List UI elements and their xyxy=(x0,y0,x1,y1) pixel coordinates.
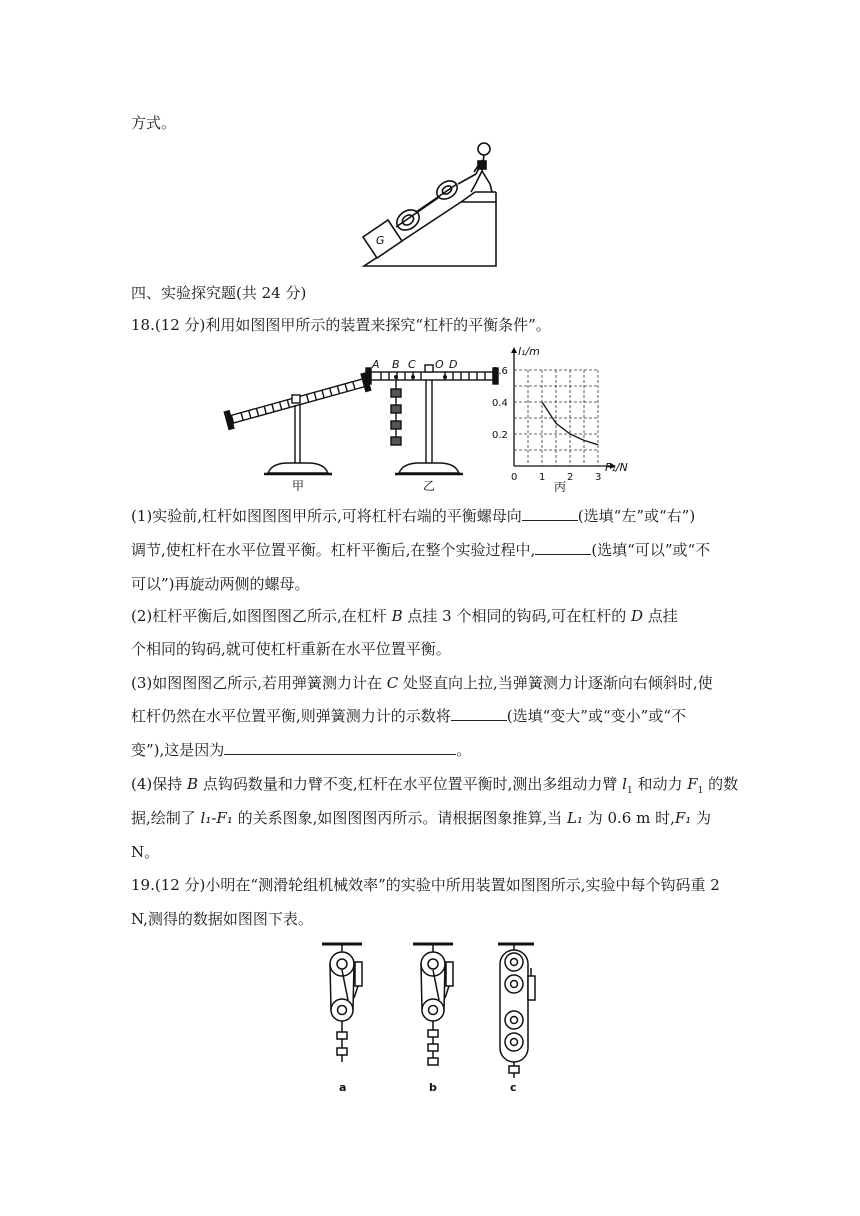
fig-label-yi: 乙 xyxy=(423,479,436,493)
q18-p3-line1: (3)如图图图乙所示,若用弹簧测力计在 C 处竖直向上拉,当弹簧测力计逐渐向右倾斜时,使 xyxy=(131,674,713,692)
q18-p1-line2: 调节,使杠杆在水平位置平衡。杠杆平衡后,在整个实验过程中, (选填“可以”或“不 xyxy=(131,541,711,559)
pulley-figures xyxy=(318,938,548,1098)
lever-point-D: D xyxy=(449,358,458,371)
x-tick-label: 3 xyxy=(595,472,602,483)
y-tick-label: 0.4 xyxy=(492,398,508,409)
lever-point-B: B xyxy=(392,358,400,371)
answer-blank[interactable] xyxy=(535,540,591,555)
section-title: 四、实验探究题(共 24 分) xyxy=(131,284,307,302)
q18-p1-line1: (1)实验前,杠杆如图图图甲所示,可将杠杆右端的平衡螺母向 (选填“左”或“右”) xyxy=(131,507,696,525)
lever-figure-jia xyxy=(228,355,378,495)
pulley-label-c: c xyxy=(510,1081,517,1094)
chart-xlabel: F₁/N xyxy=(605,461,628,474)
chart-ylabel: l₁/m xyxy=(518,345,540,358)
x-tick-label: 2 xyxy=(567,472,574,483)
pulley-label-a: a xyxy=(339,1081,347,1094)
chart-axes xyxy=(511,347,616,469)
x-tick-label: 0 xyxy=(511,472,518,483)
lever-point-O: O xyxy=(435,358,444,371)
fig-label-bing: 丙 xyxy=(554,480,567,494)
answer-blank[interactable] xyxy=(224,740,456,755)
lever-figure-yi xyxy=(363,355,503,495)
x-tick-label: 1 xyxy=(539,472,546,483)
pulley-label-b: b xyxy=(429,1081,437,1094)
answer-blank[interactable] xyxy=(451,706,507,721)
lever-point-A: A xyxy=(372,358,380,371)
q18-p4-line1: (4)保持 B 点钩码数量和力臂不变,杠杆在水平位置平衡时,测出多组动力臂 $l_1$ 和动力 $F_1$ 的数 xyxy=(131,775,739,796)
q18-p1-line3: 可以”)再旋动两侧的螺母。 xyxy=(131,575,310,593)
incline-figure xyxy=(360,140,510,270)
lever-point-C: C xyxy=(408,358,416,371)
answer-blank[interactable] xyxy=(522,506,578,521)
q18-p2-line2: 个相同的钩码,就可使杠杆重新在水平位置平衡。 xyxy=(131,640,451,658)
q18-stem: 18.(12 分)利用如图图甲所示的装置来探究“杠杆的平衡条件”。 xyxy=(131,316,551,334)
fig-label-jia: 甲 xyxy=(292,479,305,493)
q18-p3-line3: 变”),这是因为 。 xyxy=(131,741,472,759)
text-line: 方式。 xyxy=(131,114,177,132)
pulley-setup-b xyxy=(413,944,453,1065)
y-tick-label: 0.2 xyxy=(492,430,508,441)
chart-bing xyxy=(490,345,650,495)
q18-p4-line3: N。 xyxy=(131,843,160,861)
q19-line1: 19.(12 分)小明在“测滑轮组机械效率”的实验中所用装置如图图所示,实验中每个钩码重 2 xyxy=(131,876,720,894)
incline-block-label: G xyxy=(376,234,385,247)
chart-grid xyxy=(514,370,598,466)
chart-series-line xyxy=(542,402,598,445)
y-axis-arrow xyxy=(511,347,517,353)
pulley-setup-a xyxy=(322,944,362,1062)
pulley-setup-c xyxy=(498,944,535,1078)
q18-p4-line2: 据,绘制了 l₁-F₁ 的关系图象,如图图图丙所示。请根据图象推算,当 L₁ 为 0.6 m 时,F₁ 为 xyxy=(131,809,712,827)
y-tick-label: 0.6 xyxy=(492,366,508,377)
q19-line2: N,测得的数据如图图下表。 xyxy=(131,910,313,928)
q18-p2-line1: (2)杠杆平衡后,如图图图乙所示,在杠杆 B 点挂 3 个相同的钩码,可在杠杆的 D 点挂 xyxy=(131,607,678,625)
q18-p3-line2: 杠杆仍然在水平位置平衡,则弹簧测力计的示数将 (选填“变大”或“变小”或“不 xyxy=(131,707,686,725)
